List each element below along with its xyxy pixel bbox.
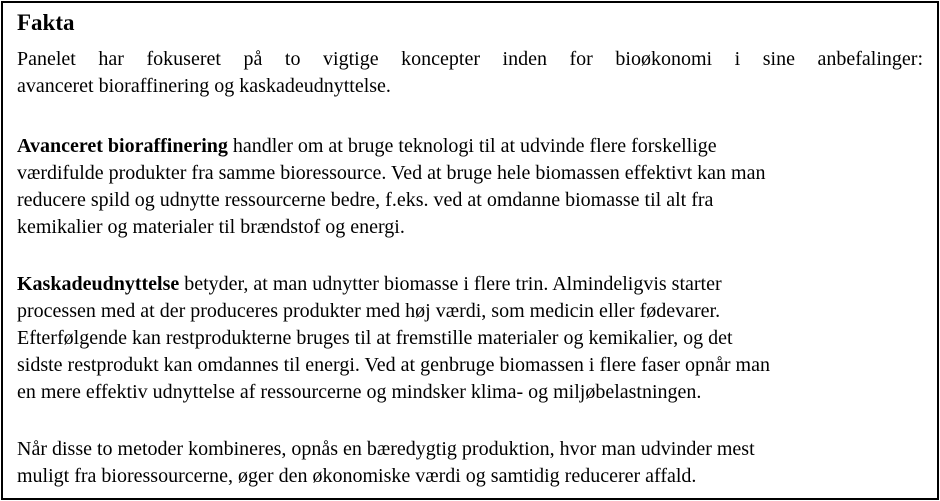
biorefining-line-2: værdifulde produkter fra samme bioressource. Ved at bruge hele biomassen effektivt kan man	[17, 162, 766, 184]
fact-box-title: Fakta	[17, 10, 75, 35]
cascading-line-5: en mere effektiv udnyttelse af ressourcerne og mindsker klima- og miljøbelastningen.	[17, 381, 702, 403]
conclusion-paragraph	[17, 436, 923, 490]
biorefining-term: Avanceret bioraffinering	[17, 135, 228, 157]
cascading-line-4: sidste restprodukt kan omdannes til energi. Ved at genbruge biomassen i flere faser opnår man	[17, 354, 770, 376]
cascading-line-2: processen med at der produceres produkter med høj værdi, som medicin eller fødevarer.	[17, 300, 721, 322]
cascading-term: Kaskadeudnyttelse	[17, 273, 180, 295]
conclusion-line-2: muligt fra bioressourcerne, øger den økonomiske værdi og samtidig reducerer affald.	[17, 465, 697, 487]
intro-paragraph	[17, 46, 923, 100]
biorefining-paragraph	[17, 133, 923, 241]
cascading-line-1	[17, 271, 923, 298]
biorefining-line-4: kemikalier og materialer til brændstof og energi.	[17, 216, 405, 238]
cascading-line-1-text: betyder, at man udnytter biomasse i flere trin. Almindeligvis starter	[179, 273, 722, 295]
biorefining-line-3: reducere spild og udnytte ressourcerne bedre, f.eks. ved at omdanne biomasse til alt fra	[17, 189, 714, 211]
cascading-paragraph	[17, 271, 923, 406]
cascading-line-3: Efterfølgende kan restprodukterne bruges til at fremstille materialer og kemikalier, og det	[17, 327, 733, 349]
intro-line-2: avanceret bioraffinering og kaskadeudnyttelse.	[17, 75, 391, 97]
biorefining-line-1-text: handler om at bruge teknologi til at udvinde flere forskellige	[227, 135, 717, 157]
fact-box	[1, 1, 939, 500]
intro-line-1: Panelet har fokuseret på to vigtige koncepter inden for bioøkonomi i sine anbefalinger:	[17, 48, 923, 70]
biorefining-line-1	[17, 133, 923, 160]
conclusion-line-1: Når disse to metoder kombineres, opnås en bæredygtig produktion, hvor man udvinder mest	[17, 438, 755, 460]
